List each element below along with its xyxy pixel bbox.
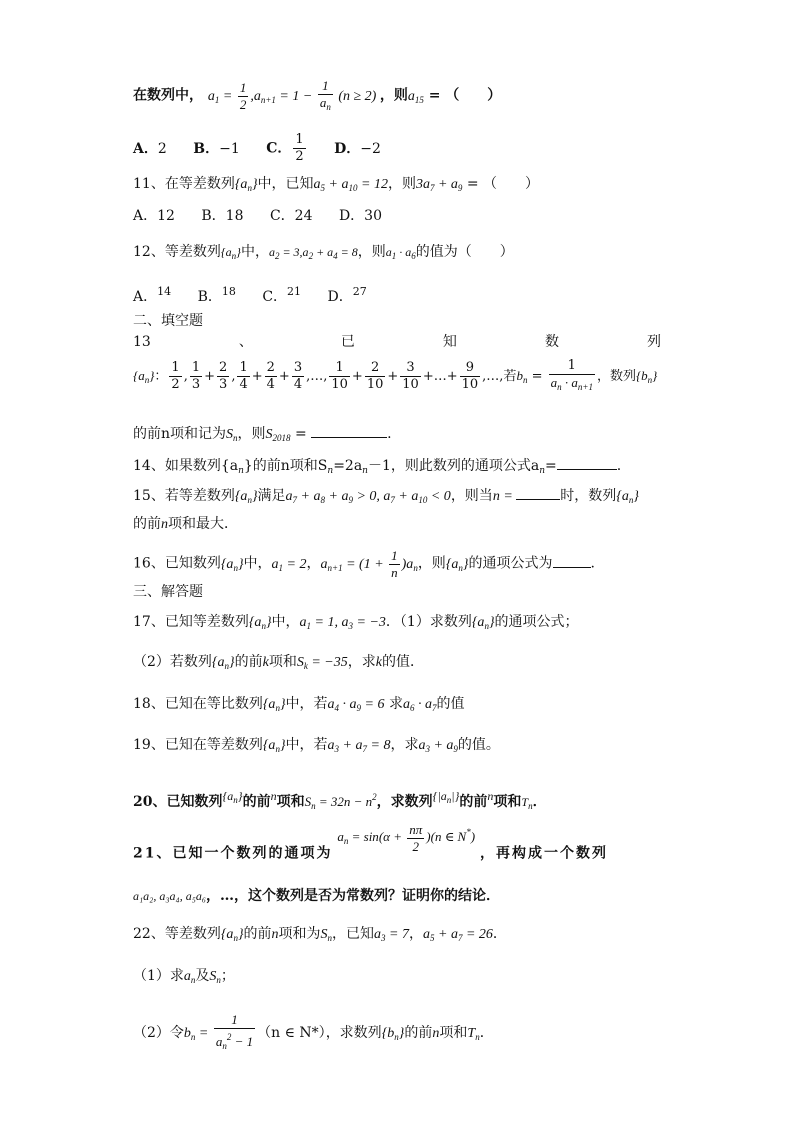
q14-answer-blank[interactable]	[557, 469, 617, 470]
q12-options	[133, 282, 389, 307]
q11-option-c: C．24	[269, 208, 313, 224]
fraction-half: $\frac{1}{2}$	[239, 80, 247, 112]
q14-stem: 14、如果数列$\{a_n\}$的前n项和$S_n=2a_n-1$，则此数列的通项公式$a_n=$ .	[133, 458, 622, 476]
q20-stem: 20、已知数列$\{a_n\}$的前n项和$S_n = 32n - n^2$，求数列$\{|a_n|\}$的前n项和$T_n$．	[133, 789, 547, 811]
q10-prefix: 在数列中，	[133, 87, 203, 104]
section-title-fill-in: 二、填空题	[133, 313, 203, 329]
q13-answer-blank[interactable]	[311, 437, 387, 438]
q12-stem: 12、等差数列$\{a_n\}$中，$a_2 = 3,a_2 + a_4 = 8$，则$a_1 \cdot a_6$的值为（ ）	[133, 244, 514, 261]
q21-line2: a₁a₂, a₃a₄, a₅a₆，…，这个数列是否为常数列？证明你的结论．	[133, 888, 501, 904]
q12-option-a: A．$^{14}$	[133, 285, 172, 305]
q13-line2: 的前n项和记为$S_n$，则$S_{2018}$ = .	[133, 426, 392, 443]
q10-option-b: B．−1	[193, 140, 240, 157]
q22-part2: （2）令$b_n$ = $\frac{1}{a_n^2 - 1}$ （n ∈ N*），求数列$\{b_n\}$的前n项和$T_n$．	[133, 1012, 494, 1051]
q12-option-b: B．$^{18}$	[197, 285, 236, 305]
q19-stem: 19、已知在等差数列$\{a_n\}$中，若$a_3 + a_7 = 8$，求$a_3 + a_9$的值。	[133, 737, 500, 754]
q11-option-a: A．12	[133, 208, 175, 224]
q15-line2: 的前n项和最大．	[133, 516, 238, 532]
q17-stem: 17、已知等差数列$\{a_n\}$中，$a_1 = 1$, $a_3 = -3$．（1）求数列$\{a_n\}$的通项公式；	[133, 614, 579, 631]
q12-option-c: C．$^{21}$	[262, 285, 302, 305]
fraction-one-over-an: $\frac{1}{a_n}$	[319, 78, 331, 112]
q11-stem: 11、在等差数列$\{a_n\}$中，已知$a_5 + a_{10} = 12$，则$3a_7 + a_9$ = （ ）	[133, 176, 540, 193]
q12-option-d: D．$^{27}$	[327, 285, 367, 305]
q16-stem: 16、已知数列$\{a_n\}$中，$a_1 = 2$，$a_{n+1} = (1$ + $\frac{1}{n}$ )$a_n$，则$\{a_n\}$的通项公式为 .	[133, 548, 595, 580]
q18-stem: 18、已知在等比数列$\{a_n\}$中，若$a_4 \cdot a_9 = 6$ 求$a_6 \cdot a_7$的值	[133, 696, 465, 713]
q10-stem: 在数列中， $a_1$ = $\frac{1}{2}$ $,a_{n+1} = 1$ − $\frac{1}{a_n}$ (n ≥ 2) ，则$a_{15}$ = （ ）	[133, 78, 501, 115]
q15-answer-blank[interactable]	[516, 499, 560, 500]
q22-part1: （1）求$a_n$及$S_n$；	[133, 968, 235, 985]
q13-sequence: $\{a_n\}$： $\frac{1}{2}$ , $\frac{1}{3}$ + $\frac{2}{3}$ , $\frac{1}{4}$ + $\frac{2}{4}$ + $\frac{3}{4}$ ,…, $\frac{1}{10}$ + $\frac{2}{10}$ + $\frac{3}{10}$ +…+ $\frac{9}{10}$ ,…,若$b_n$ = $\frac{1}{a_n \cdot a_{n+1}}$ ，数列$\{b_n\}$	[133, 358, 658, 392]
q10-option-c: C． $\frac{1}{2}$	[266, 132, 304, 164]
section-title-solve: 三、解答题	[133, 584, 203, 600]
q10-option-a: A．2	[133, 140, 167, 157]
q10-option-d: D．−2	[334, 140, 381, 157]
q22-stem: 22、等差数列$\{a_n\}$的前n项和为$S_n$，已知$a_3 = 7$，$a_5 + a_7 = 26$．	[133, 926, 507, 943]
q11-options	[133, 206, 404, 226]
q15-stem: 15、若等差数列$\{a_n\}$满足$a_7 + a_8 + a_9 > 0$, $a_7 + a_{10} < 0$，则当n = 时，数列$\{a_n\}$	[133, 488, 639, 505]
q11-option-b: B．18	[201, 208, 244, 224]
q21-stem: 21、已知一个数列的通项为 $a_n = \sin(\alpha$ + $\frac{n\pi}{2}$ )(n ∈ N*) ，再构成一个数列	[133, 822, 608, 862]
q13-spread-line: 13 、 已 知 数 列	[133, 334, 661, 350]
q10-options	[133, 132, 403, 165]
q10-formula: $a_1$ = $\frac{1}{2}$ $,a_{n+1} = 1$ − $\frac{1}{a_n}$ (n ≥ 2)	[208, 89, 380, 104]
q17-part2: （2）若数列$\{a_n\}$的前k项和$S_k = -35$，求k的值．	[133, 654, 424, 671]
q11-option-d: D．30	[338, 208, 382, 224]
q16-answer-blank[interactable]	[553, 567, 591, 568]
